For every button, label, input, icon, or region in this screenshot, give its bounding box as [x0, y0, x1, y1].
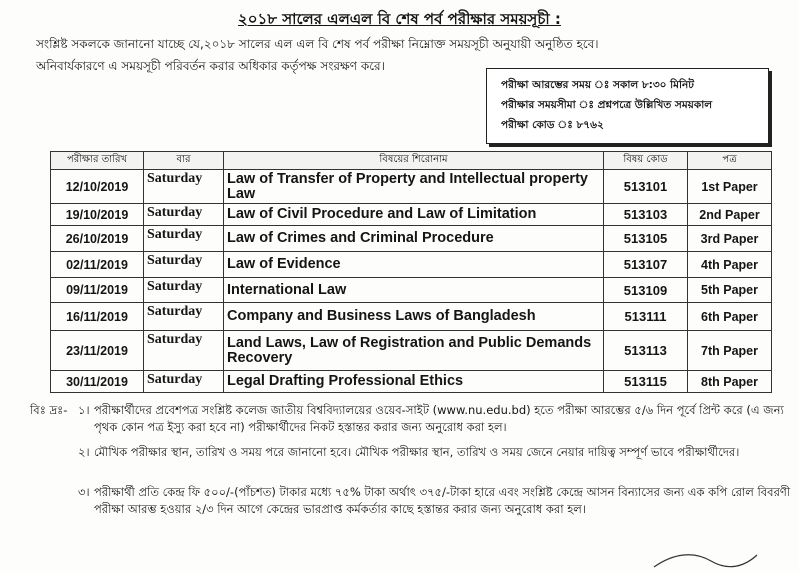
table-row [51, 303, 772, 331]
note-text: মৌখিক পরীক্ষার স্থান, তারিখ ও সময় পরে জানানো হবে। মৌখিক পরীক্ষার স্থান, তারিখ ও সময় জেনে নেয়ার দায়িত্ব সম্পূর্ণ ভাবে পরীক্ষার্থীদের। [94, 445, 740, 459]
exam-start-time: পরীক্ষা আরম্ভের সময় ঃ সকাল ৮:৩০ মিনিট [501, 79, 694, 91]
note-text: পরীক্ষার্থীদের প্রবেশপত্র সংশ্লিষ্ট কলেজ জাতীয় বিশ্ববিদ্যালয়ের ওয়েব-সাইট (www.nu.edu.bd) হতে পরীক্ষা আরম্ভের ৫/৬ দিন পূর্বে প্রিন্ট করে (এ জন্য পৃথক কোন পত্র ইস্যু করা হবে না) পরীক্ষার্থীদের নিকট হস্তান্তর করার জন্য অনুরোধ করা হল। [94, 403, 784, 434]
table-row [51, 278, 772, 303]
exam-day: Saturday [144, 303, 224, 331]
page-title: ২০১৮ সালের এলএল বি শেষ পর্ব পরীক্ষার সময়সূচী : [238, 10, 561, 28]
subject-title: International Law [224, 278, 604, 303]
note-number: ২। [78, 445, 90, 459]
exam-day: Saturday [144, 371, 224, 393]
subject-title: Law of Civil Procedure and Law of Limitation [224, 204, 604, 226]
paper-number: 8th Paper [688, 371, 772, 393]
subject-title: Legal Drafting Professional Ethics [224, 371, 604, 393]
subject-code: 513109 [604, 278, 688, 303]
note-number: ১। [78, 403, 90, 417]
header-code: বিষয় কোড [604, 152, 688, 170]
paper-number: 7th Paper [688, 331, 772, 371]
subject-code: 513101 [604, 170, 688, 204]
exam-date: 19/10/2019 [51, 204, 144, 226]
exam-date: 12/10/2019 [51, 170, 144, 204]
subject-title: Law of Evidence [224, 252, 604, 278]
signature-mark [649, 549, 759, 569]
exam-date: 02/11/2019 [51, 252, 144, 278]
subject-title: Land Laws, Law of Registration and Public Demands Recovery [224, 331, 604, 371]
exam-info-box [486, 68, 769, 144]
intro-line-2: অনিবার্যকারণে এ সময়সূচী পরিবর্তন করার অধিকার কর্তৃপক্ষ সংরক্ষণ করে। [36, 59, 385, 73]
table-row [51, 331, 772, 371]
note-item [80, 402, 792, 436]
exam-day: Saturday [144, 170, 224, 204]
paper-number: 1st Paper [688, 170, 772, 204]
note-item [80, 484, 792, 518]
table-row [51, 252, 772, 278]
exam-date: 16/11/2019 [51, 303, 144, 331]
paper-number: 6th Paper [688, 303, 772, 331]
exam-date: 30/11/2019 [51, 371, 144, 393]
exam-day: Saturday [144, 226, 224, 252]
exam-day: Saturday [144, 331, 224, 371]
paper-number: 3rd Paper [688, 226, 772, 252]
exam-day: Saturday [144, 278, 224, 303]
exam-date: 26/10/2019 [51, 226, 144, 252]
subject-code: 513103 [604, 204, 688, 226]
header-day: বার [144, 152, 224, 170]
table-row [51, 226, 772, 252]
header-date: পরীক্ষার তারিখ [51, 152, 144, 170]
intro-line-1: সংশ্লিষ্ট সকলকে জানানো যাচ্ছে যে,২০১৮ সালের এল এল বি শেষ পর্ব পরীক্ষা নিম্নোক্ত সময়সূচী অনুযায়ী অনুষ্ঠিত হবে। [36, 37, 599, 51]
schedule-table [50, 151, 772, 393]
subject-code: 513107 [604, 252, 688, 278]
exam-code: পরীক্ষা কোড ঃ ৮৭৬২ [501, 119, 604, 131]
exam-day: Saturday [144, 204, 224, 226]
paper-number: 4th Paper [688, 252, 772, 278]
subject-code: 513115 [604, 371, 688, 393]
header-paper: পত্র [688, 152, 772, 170]
exam-duration: পরীক্ষার সময়সীমা ঃ প্রশ্নপত্রে উল্লিখিত সময়কাল [501, 99, 713, 111]
exam-date: 09/11/2019 [51, 278, 144, 303]
paper-number: 2nd Paper [688, 204, 772, 226]
table-row [51, 170, 772, 204]
paper-number: 5th Paper [688, 278, 772, 303]
table-header-row [51, 152, 772, 170]
notes-label: বিঃ দ্রঃ- [30, 403, 68, 417]
note-text: পরীক্ষার্থী প্রতি কেন্দ্র ফি ৫০০/-(পাঁচশত) টাকার মধ্যে ৭৫% টাকা অর্থাৎ ৩৭৫/-টাকা হারে এবং সংশ্লিষ্ট কেন্দ্রে আসন বিন্যাসের জন্য এক কপি রোল বিবরণী পরীক্ষা আরম্ভ হওয়ার ২/৩ দিন আগে কেন্দ্রের ভারপ্রাপ্ত কর্মকর্তার কাছে হস্তান্তর করার জন্য অনুরোধ করা হল। [94, 485, 791, 516]
table-row [51, 371, 772, 393]
header-subject: বিষয়ের শিরোনাম [224, 152, 604, 170]
subject-code: 513105 [604, 226, 688, 252]
exam-date: 23/11/2019 [51, 331, 144, 371]
table-row [51, 204, 772, 226]
subject-title: Law of Crimes and Criminal Procedure [224, 226, 604, 252]
subject-code: 513113 [604, 331, 688, 371]
note-number: ৩। [78, 485, 90, 499]
exam-day: Saturday [144, 252, 224, 278]
note-item [80, 444, 792, 461]
subject-title: Law of Transfer of Property and Intellectual property Law [224, 170, 604, 204]
subject-code: 513111 [604, 303, 688, 331]
subject-title: Company and Business Laws of Bangladesh [224, 303, 604, 331]
